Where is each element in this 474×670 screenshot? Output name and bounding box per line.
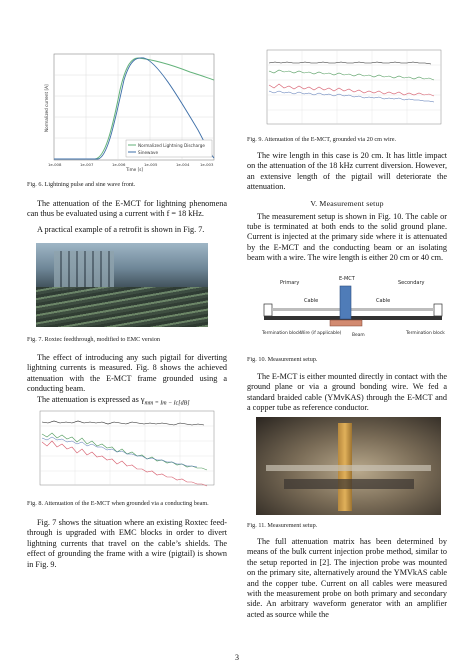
label-termination-right: Termination block <box>406 331 445 336</box>
paragraph: A practical example of a retrofit is shown in Fig. 7. <box>37 224 205 234</box>
beam <box>330 320 362 326</box>
page-number: 3 <box>235 653 239 662</box>
legend-lightning: Normalized Lightning Discharge <box>138 143 205 148</box>
x-tick: 1e-005 <box>144 162 158 167</box>
attenuation-text: The attenuation is expressed as γ <box>37 394 145 404</box>
termination-block-left <box>264 304 272 316</box>
fig10-caption: Fig. 10. Measurement setup. <box>247 356 318 363</box>
label-beam: Beam <box>352 333 365 338</box>
fig11-photo <box>256 417 441 515</box>
termination-block-right <box>434 304 442 316</box>
paragraph: The E-MCT is either mounted directly in contact with the ground plane or via a ground bonding wire. We fed a standard braided cable (YMvKAS) through the E-MCT and a copper tube as reference conductor. <box>247 372 447 413</box>
x-axis-label: Time [s] <box>126 167 144 172</box>
legend-sine: Sinewave <box>138 150 159 155</box>
x-tick: 1e-004 <box>176 162 190 167</box>
emct-box <box>340 286 351 319</box>
ground-plane <box>264 316 442 320</box>
label-emct: E-MCT <box>339 276 355 282</box>
label-termination-left: Termination block <box>262 331 301 336</box>
label-primary: Primary <box>280 280 300 286</box>
x-tick: 1e-006 <box>112 162 126 167</box>
label-cable-right: Cable <box>376 298 391 304</box>
fig10-diagram <box>258 264 448 352</box>
fig6-plot <box>40 50 218 172</box>
fig7-caption: Fig. 7. Roxtec feedthrough, modified to EMC version <box>27 336 161 343</box>
paragraph: The full attenuation matrix has been determined by means of the bulk current injection probe method, similar to the setup reported in [2]. The injection probe was mounted on the primary site, alternatively around the YMVkAS cable and the copper tube. Current on all cables were measured with the measurement probe on both primary and secondary side. An arbitrary waveform generator with an amplifier acted as source while the <box>247 537 447 619</box>
paragraph: The attenuation of the E-MCT for lightning phenomena can thus be evaluated using a current with f = 18 kHz. <box>27 199 227 219</box>
label-wire: Wire (if applicable) <box>300 331 342 336</box>
fig8-plot <box>30 408 218 492</box>
paragraph: The measurement setup is shown in Fig. 10. The cable or tube is terminated at both ends to the solid ground plane. Current is injected at the primary side where it is attenuated by the E-MCT and the conducting beam or an isolating beam with a wire. The wire length is either 20 cm or 40 cm. <box>247 211 447 263</box>
label-secondary: Secondary <box>398 280 425 286</box>
fig6-caption: Fig. 6. Lightning pulse and sine wave front. <box>27 181 136 188</box>
attenuation-formula: mm = Im − Ic[dB] <box>144 400 190 407</box>
paragraph <box>27 395 227 409</box>
x-tick: 1e-003 <box>200 162 214 167</box>
fig11-caption: Fig. 11. Measurement setup. <box>247 522 318 529</box>
paragraph: The wire length in this case is 20 cm. It has little impact on the attenuation of the 18 kHz current diversion. However, an extensive length of the pigtail will deteriorate the attenuation. <box>247 151 447 192</box>
fig7-photo <box>36 243 208 327</box>
label-cable-left: Cable <box>304 298 319 304</box>
fig9-plot <box>257 47 445 131</box>
fig9-caption: Fig. 9. Attenuation of the E-MCT, grounded via 20 cm wire. <box>247 136 397 143</box>
section-heading: V. Measurement setup <box>310 198 384 208</box>
x-tick: 1e-008 <box>48 162 62 167</box>
paragraph: The effect of introducing any such pigtail for diverting lightning currents is measured. Fig. 8 shows the achieved attenuation with the E-MCT frame grounded using a conducting beam. <box>27 353 227 394</box>
paragraph: Fig. 7 shows the situation where an existing Roxtec feed-through is upgraded with EMC blocks in order to divert lightning currents that travel on the cable’s shields. The effect of grounding the frame with a wire (pigtail) is shown in Fig. 9. <box>27 518 227 569</box>
fig8-caption: Fig. 8. Attenuation of the E-MCT when grounded via a conducting beam. <box>27 500 209 507</box>
x-tick: 1e-007 <box>80 162 94 167</box>
cable-line <box>272 308 434 311</box>
y-axis-label: Normalized current [A] <box>44 84 49 132</box>
